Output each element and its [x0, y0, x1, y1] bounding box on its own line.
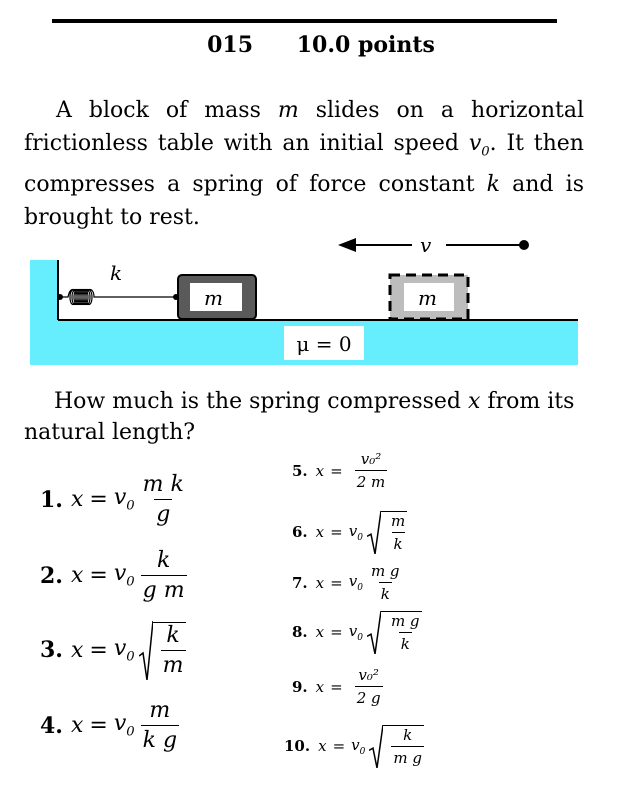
sqrt-icon	[369, 724, 424, 768]
option-fraction	[369, 562, 402, 603]
option-variable: x	[70, 637, 84, 663]
fraction-denominator: 2 g	[355, 686, 383, 707]
fraction-numerator: m	[390, 512, 406, 530]
option-velocity: $v_0$	[348, 572, 363, 593]
problem-number: 015	[207, 32, 254, 58]
option-fraction	[389, 612, 422, 653]
option-variable: x	[318, 737, 327, 755]
option-fraction	[355, 666, 383, 707]
velocity-label: v	[420, 233, 432, 257]
option-velocity: $v_0$	[113, 485, 135, 514]
sqrt-icon	[139, 620, 186, 680]
option-fraction	[391, 726, 424, 767]
spring-icon	[57, 290, 179, 305]
option-number: 4.	[40, 712, 63, 739]
fraction-numerator: m	[149, 698, 171, 723]
fraction-denominator: k	[379, 582, 392, 603]
option-variable: x	[315, 623, 325, 641]
answer-option-5[interactable]	[292, 450, 387, 491]
answer-option-4[interactable]	[40, 698, 179, 753]
problem-header	[0, 32, 642, 58]
option-variable: x	[315, 461, 325, 480]
option-equals: =	[330, 461, 343, 480]
question-part: and is brought to rest.	[24, 172, 584, 231]
option-velocity: $v_0$	[113, 561, 135, 590]
option-equals: =	[89, 487, 108, 512]
option-fraction	[161, 623, 186, 678]
option-velocity: $v_0$	[348, 621, 363, 643]
sqrt-icon	[367, 610, 422, 654]
fraction-denominator: g	[154, 499, 172, 527]
fraction-numerator: k	[166, 623, 180, 648]
option-variable: x	[70, 713, 84, 738]
option-number: 6.	[292, 523, 308, 541]
answer-option-9[interactable]	[292, 666, 383, 707]
question-part: slides on a horizontal frictionless table with an initial speed	[24, 98, 584, 156]
option-equals: =	[330, 573, 343, 592]
fraction-numerator: k	[156, 548, 171, 573]
option-number: 1.	[40, 486, 63, 513]
question-part: . It then compresses a spring of force constant	[24, 131, 584, 198]
option-number: 7.	[292, 573, 308, 592]
sqrt-icon	[367, 510, 407, 554]
option-velocity: $v_0$	[113, 711, 135, 740]
option-velocity: $v_0$	[351, 735, 366, 757]
option-variable: x	[315, 523, 325, 541]
fraction-denominator: m g	[391, 746, 424, 767]
spring-block-figure	[0, 228, 642, 378]
option-equals: =	[330, 677, 343, 696]
fraction-numerator: v₀²	[360, 450, 382, 468]
mass-symbol: m	[277, 98, 299, 123]
answer-option-7[interactable]	[292, 562, 402, 603]
option-equals: =	[332, 737, 346, 755]
option-fraction	[141, 472, 186, 527]
option-equals: =	[330, 623, 343, 641]
top-rule	[52, 19, 557, 23]
fraction-denominator: m	[161, 650, 186, 678]
fraction-numerator: m k	[142, 472, 184, 497]
block-label: m	[204, 286, 223, 310]
option-velocity: $v_0$	[348, 521, 363, 543]
fraction-denominator: k	[392, 532, 405, 553]
answer-option-1[interactable]	[40, 472, 186, 527]
answer-option-3[interactable]	[40, 620, 186, 680]
fraction-denominator: k g	[141, 725, 179, 753]
problem-points: 10.0 points	[296, 32, 435, 58]
answer-option-8[interactable]	[292, 610, 422, 654]
spring-label: k	[110, 261, 123, 285]
option-variable: x	[70, 487, 84, 512]
option-velocity: $v_0$	[113, 635, 135, 665]
option-variable: x	[70, 563, 84, 588]
fraction-numerator: v₀²	[358, 666, 379, 684]
option-number: 10.	[284, 737, 311, 755]
answer-option-6[interactable]	[292, 510, 407, 554]
fraction-numerator: m g	[370, 562, 400, 580]
fraction-denominator: 2 m	[355, 470, 388, 491]
option-number: 8.	[292, 623, 308, 641]
fraction-denominator: k	[399, 632, 412, 653]
option-equals: =	[89, 637, 108, 663]
option-equals: =	[330, 523, 343, 541]
option-equals: =	[89, 713, 108, 738]
option-number: 3.	[40, 637, 63, 663]
option-number: 5.	[292, 461, 308, 480]
fraction-numerator: k	[403, 726, 413, 744]
option-fraction	[141, 698, 179, 753]
fraction-denominator: g m	[141, 575, 187, 603]
compression-symbol: x	[468, 389, 481, 414]
ghost-block-label: m	[418, 286, 437, 310]
option-variable: x	[315, 677, 325, 696]
velocity-arrow-icon	[338, 238, 529, 252]
option-fraction	[355, 450, 388, 491]
question-prompt: How much is the spring compressed x from its natural length?	[24, 389, 575, 445]
question-text	[24, 94, 584, 234]
answer-option-10[interactable]	[284, 724, 424, 768]
option-number: 2.	[40, 562, 63, 589]
spring-constant-symbol: k	[486, 172, 501, 198]
option-variable: x	[315, 573, 325, 592]
option-fraction	[389, 512, 407, 553]
velocity-symbol: $v_0$	[468, 131, 490, 160]
fraction-numerator: m g	[390, 612, 420, 630]
answer-option-2[interactable]	[40, 548, 187, 603]
question-part: A block of mass	[56, 98, 278, 123]
option-fraction	[141, 548, 187, 603]
option-number: 9.	[292, 677, 308, 696]
option-equals: =	[89, 563, 108, 588]
friction-label: μ = 0	[296, 332, 352, 356]
